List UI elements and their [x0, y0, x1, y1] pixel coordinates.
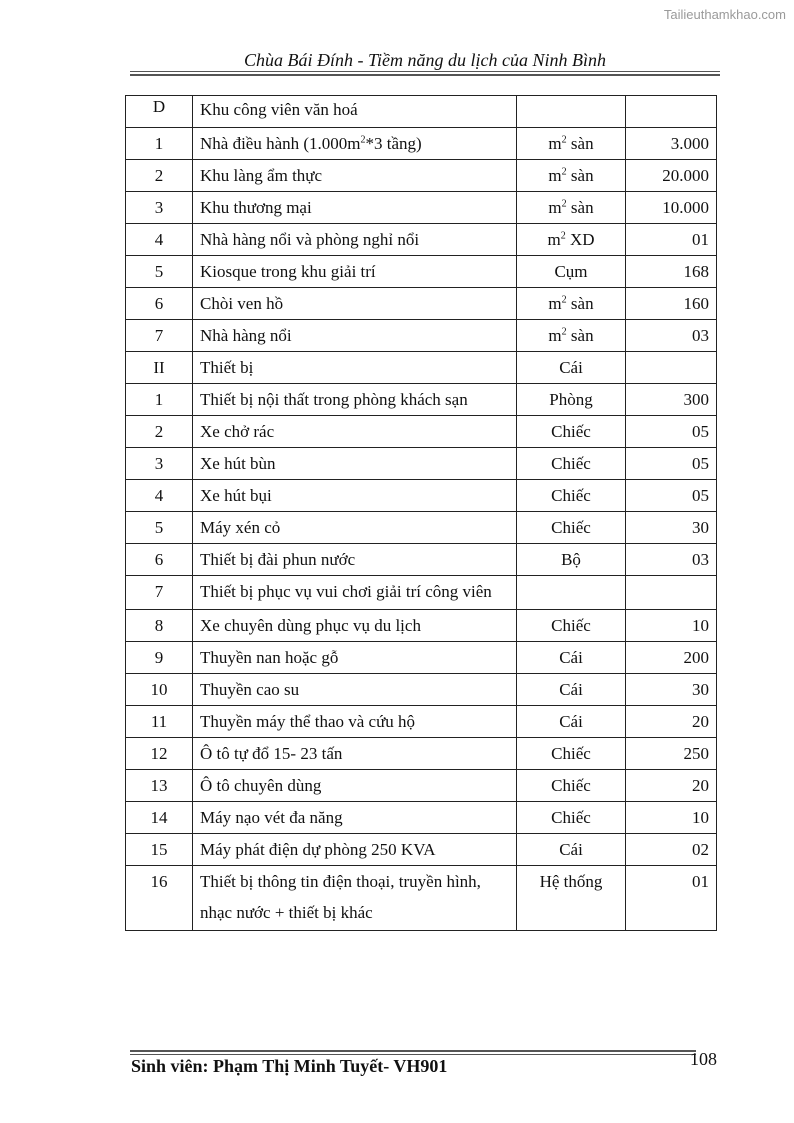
- row-number: 12: [126, 738, 193, 770]
- row-name-text: Nhà điều hành (1.000m: [200, 134, 361, 153]
- row-number: 4: [126, 480, 193, 512]
- row-unit: Chiếc: [517, 610, 626, 642]
- row-unit: Phòng: [517, 384, 626, 416]
- table-row: [126, 192, 717, 224]
- footer-student: Sinh viên: Phạm Thị Minh Tuyết- VH901: [131, 1056, 448, 1076]
- row-quantity: 10.000: [626, 192, 717, 224]
- row-unit: Chiếc: [517, 416, 626, 448]
- table-body: [126, 96, 717, 931]
- table-row: [126, 288, 717, 320]
- footer-rule: [130, 1054, 696, 1055]
- row-unit: [517, 128, 626, 160]
- row-quantity: 20: [626, 706, 717, 738]
- row-quantity: 05: [626, 480, 717, 512]
- row-unit: [517, 160, 626, 192]
- row-name: Xe chuyên dùng phục vụ du lịch: [193, 610, 517, 642]
- table-row: [126, 576, 717, 610]
- table-row: [126, 384, 717, 416]
- row-quantity: 300: [626, 384, 717, 416]
- row-number: 3: [126, 448, 193, 480]
- superscript: 2: [561, 198, 567, 210]
- table-row: [126, 256, 717, 288]
- row-unit: Bộ: [517, 544, 626, 576]
- superscript: 2: [560, 230, 566, 242]
- table-row: [126, 512, 717, 544]
- row-number: 14: [126, 802, 193, 834]
- unit-text: m: [548, 198, 562, 217]
- table-row: [126, 160, 717, 192]
- table-row: [126, 610, 717, 642]
- row-unit: [517, 320, 626, 352]
- row-number: 7: [126, 576, 193, 610]
- watermark: Tailieuthamkhao.com: [663, 7, 786, 22]
- table-row: [126, 770, 717, 802]
- table-row: [126, 706, 717, 738]
- row-number: 1: [126, 384, 193, 416]
- table-row: [126, 448, 717, 480]
- row-name: Kiosque trong khu giải trí: [193, 256, 517, 288]
- table-row: [126, 642, 717, 674]
- row-name: Thiết bị: [193, 352, 517, 384]
- unit-text: m: [548, 166, 562, 185]
- row-name: Khu làng ẩm thực: [193, 160, 517, 192]
- row-name: Ô tô tự đổ 15- 23 tấn: [193, 738, 517, 770]
- row-unit: [517, 192, 626, 224]
- row-number: 6: [126, 544, 193, 576]
- row-name: Thiết bị đài phun nước: [193, 544, 517, 576]
- row-number: 16: [126, 866, 193, 931]
- row-number: 1: [126, 128, 193, 160]
- unit-text: m: [548, 294, 562, 313]
- row-quantity: 168: [626, 256, 717, 288]
- row-number: 6: [126, 288, 193, 320]
- unit-text: m: [548, 134, 562, 153]
- table-row: [126, 128, 717, 160]
- row-quantity: 20: [626, 770, 717, 802]
- row-unit: Chiếc: [517, 738, 626, 770]
- row-name: Máy phát điện dự phòng 250 KVA: [193, 834, 517, 866]
- superscript: 2: [561, 326, 567, 338]
- row-unit: Chiếc: [517, 480, 626, 512]
- row-quantity: 200: [626, 642, 717, 674]
- unit-text: sàn: [566, 198, 594, 217]
- row-unit: Cái: [517, 642, 626, 674]
- table-row: [126, 352, 717, 384]
- row-unit: Chiếc: [517, 448, 626, 480]
- row-name: Khu công viên văn hoá: [193, 96, 517, 128]
- row-name: [193, 128, 517, 160]
- row-number: 15: [126, 834, 193, 866]
- row-quantity: [626, 352, 717, 384]
- row-quantity: 160: [626, 288, 717, 320]
- page-header-title: Chùa Bái Đính - Tiềm năng du lịch của Ninh Bình: [244, 50, 606, 70]
- row-number: 3: [126, 192, 193, 224]
- unit-text: sàn: [566, 326, 594, 345]
- unit-text: m: [547, 230, 561, 249]
- row-unit: [517, 576, 626, 610]
- row-number: 13: [126, 770, 193, 802]
- row-name: Thiết bị thông tin điện thoại, truyền hình, nhạc nước + thiết bị khác: [193, 866, 517, 931]
- row-number: D: [126, 96, 193, 128]
- row-quantity: 05: [626, 448, 717, 480]
- row-name: Xe hút bụi: [193, 480, 517, 512]
- unit-text: sàn: [566, 294, 594, 313]
- row-name: Xe hút bùn: [193, 448, 517, 480]
- table-row: [126, 834, 717, 866]
- superscript: 2: [360, 134, 366, 146]
- row-quantity: 250: [626, 738, 717, 770]
- row-name: Nhà hàng nổi và phòng nghỉ nổi: [193, 224, 517, 256]
- row-quantity: 01: [626, 224, 717, 256]
- row-quantity: 05: [626, 416, 717, 448]
- row-number: II: [126, 352, 193, 384]
- row-unit: Cái: [517, 674, 626, 706]
- row-quantity: 10: [626, 802, 717, 834]
- row-unit: Chiếc: [517, 512, 626, 544]
- row-number: 7: [126, 320, 193, 352]
- row-quantity: [626, 96, 717, 128]
- row-number: 2: [126, 416, 193, 448]
- row-quantity: 20.000: [626, 160, 717, 192]
- row-quantity: 03: [626, 544, 717, 576]
- row-quantity: 3.000: [626, 128, 717, 160]
- row-quantity: [626, 576, 717, 610]
- table-row: [126, 224, 717, 256]
- row-number: 9: [126, 642, 193, 674]
- unit-text: XD: [565, 230, 595, 249]
- row-name-text: *3 tầng): [365, 134, 422, 153]
- row-quantity: 30: [626, 674, 717, 706]
- superscript: 2: [561, 294, 567, 306]
- unit-text: sàn: [566, 134, 594, 153]
- row-quantity: 30: [626, 512, 717, 544]
- table-row: [126, 416, 717, 448]
- row-name: Thiết bị nội thất trong phòng khách sạn: [193, 384, 517, 416]
- row-name: Thuyền nan hoặc gỗ: [193, 642, 517, 674]
- row-unit: [517, 288, 626, 320]
- unit-text: m: [548, 326, 562, 345]
- row-quantity: 01: [626, 866, 717, 931]
- row-unit: Hệ thống: [517, 866, 626, 931]
- row-name: Nhà hàng nổi: [193, 320, 517, 352]
- table-row: [126, 866, 717, 931]
- superscript: 2: [561, 166, 567, 178]
- row-name: Thiết bị phục vụ vui chơi giải trí công viên: [193, 576, 517, 610]
- row-number: 4: [126, 224, 193, 256]
- table-row: [126, 738, 717, 770]
- row-unit: [517, 224, 626, 256]
- table-row: [126, 544, 717, 576]
- row-name: Xe chở rác: [193, 416, 517, 448]
- page-number: 108: [690, 1049, 717, 1069]
- row-unit: Cụm: [517, 256, 626, 288]
- row-quantity: 10: [626, 610, 717, 642]
- table-row: [126, 674, 717, 706]
- row-quantity: 02: [626, 834, 717, 866]
- row-number: 5: [126, 512, 193, 544]
- row-unit: Chiếc: [517, 802, 626, 834]
- unit-text: sàn: [566, 166, 594, 185]
- table-row: [126, 480, 717, 512]
- table-row: [126, 96, 717, 128]
- row-name: Ô tô chuyên dùng: [193, 770, 517, 802]
- row-number: 5: [126, 256, 193, 288]
- row-name: Thuyền cao su: [193, 674, 517, 706]
- row-name: Máy xén cỏ: [193, 512, 517, 544]
- footer-rule: [130, 1050, 696, 1052]
- row-number: 11: [126, 706, 193, 738]
- header-rule: [130, 71, 720, 72]
- row-number: 2: [126, 160, 193, 192]
- row-unit: Chiếc: [517, 770, 626, 802]
- row-unit: [517, 96, 626, 128]
- row-number: 8: [126, 610, 193, 642]
- equipment-table: [125, 95, 717, 931]
- table-row: [126, 320, 717, 352]
- row-name: Máy nạo vét đa năng: [193, 802, 517, 834]
- header-rule: [130, 74, 720, 76]
- row-name: Chòi ven hồ: [193, 288, 517, 320]
- table-row: [126, 802, 717, 834]
- superscript: 2: [561, 134, 567, 146]
- row-unit: Cái: [517, 706, 626, 738]
- row-quantity: 03: [626, 320, 717, 352]
- row-unit: Cái: [517, 352, 626, 384]
- row-number: 10: [126, 674, 193, 706]
- row-unit: Cái: [517, 834, 626, 866]
- row-name: Khu thương mại: [193, 192, 517, 224]
- row-name: Thuyền máy thể thao và cứu hộ: [193, 706, 517, 738]
